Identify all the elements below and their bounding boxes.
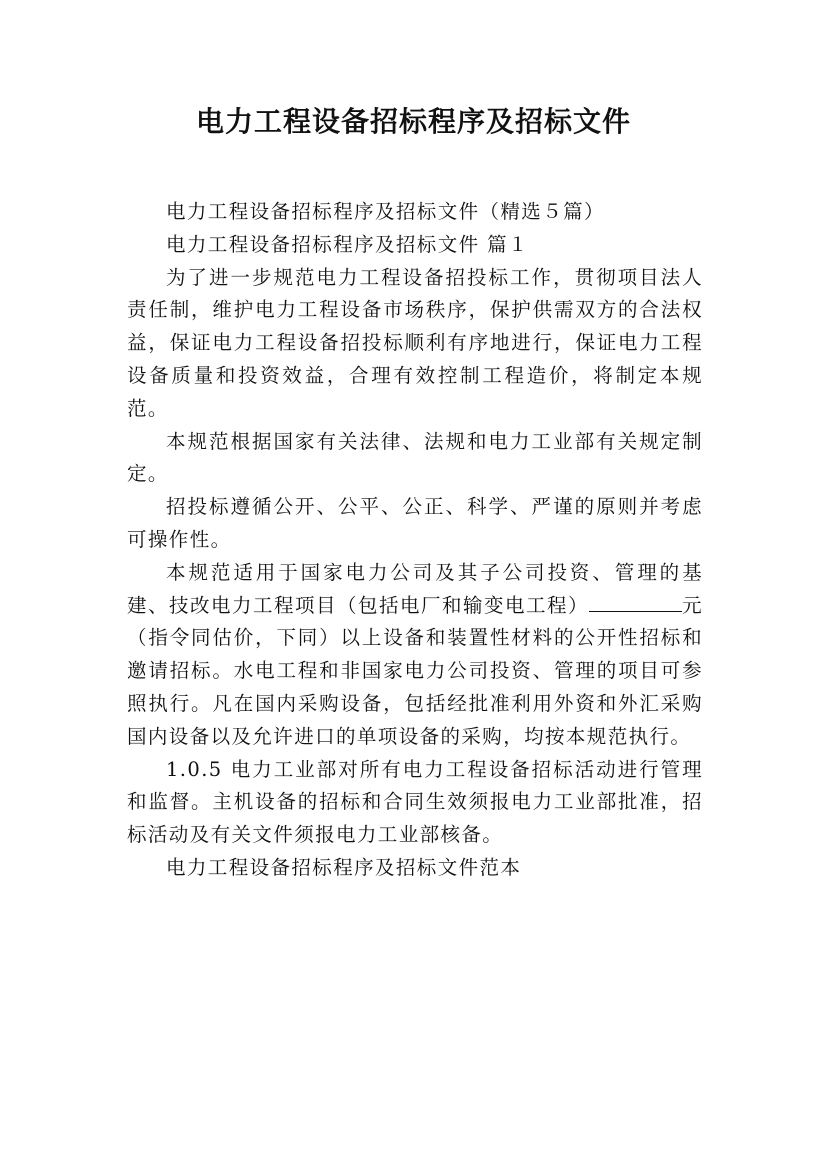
amount-blank-line (589, 593, 682, 612)
document-title: 电力工程设备招标程序及招标文件 (195, 105, 631, 138)
paragraph-supervision: 1.0.5 电力工业部对所有电力工程设备招标活动进行管理和监督。主机设备的招标和合同生效须报电力工业部批准，招标活动及有关文件须报电力工业部核备。 (127, 757, 703, 847)
paragraph-chapter-heading: 电力工程设备招标程序及招标文件 篇１ (166, 232, 529, 256)
document-body (127, 196, 703, 885)
paragraph-principles: 招投标遵循公开、公平、公正、科学、严谨的原则并考虑可操作性。 (127, 495, 703, 551)
paragraph-purpose: 为了进一步规范电力工程设备招投标工作，贯彻项目法人责任制，维护电力工程设备市场秩序，保护供需双方的合法权益，保证电力工程设备招投标顺利有序地进行，保证电力工程设备质量和投资效益，合理有效控制工程造价，将制定本规范。 (127, 265, 703, 420)
paragraph-subtitle: 电力工程设备招标程序及招标文件（精选５篇） (166, 200, 605, 223)
scope-text-part2: 元（指令同估价，下同）以上设备和装置性材料的公开性招标和邀请招标。水电工程和非国家电力公司投资、管理的项目可参照执行。凡在国内采购设备，包括经批准利用外资和外汇采购国内设备以及允许进口的单项设备的采购，均按本规范执行。 (127, 593, 703, 748)
paragraph-basis: 本规范根据国家有关法律、法规和电力工业部有关规定制定。 (127, 429, 703, 486)
paragraph-scope (127, 557, 703, 754)
scope-text-part1: 本规范适用于国家电力公司及其子公司投资、管理的基建、技改电力工程项目（包括电厂和输变电工程） (127, 560, 703, 617)
paragraph-template-heading: 电力工程设备招标程序及招标文件范本 (166, 855, 522, 879)
